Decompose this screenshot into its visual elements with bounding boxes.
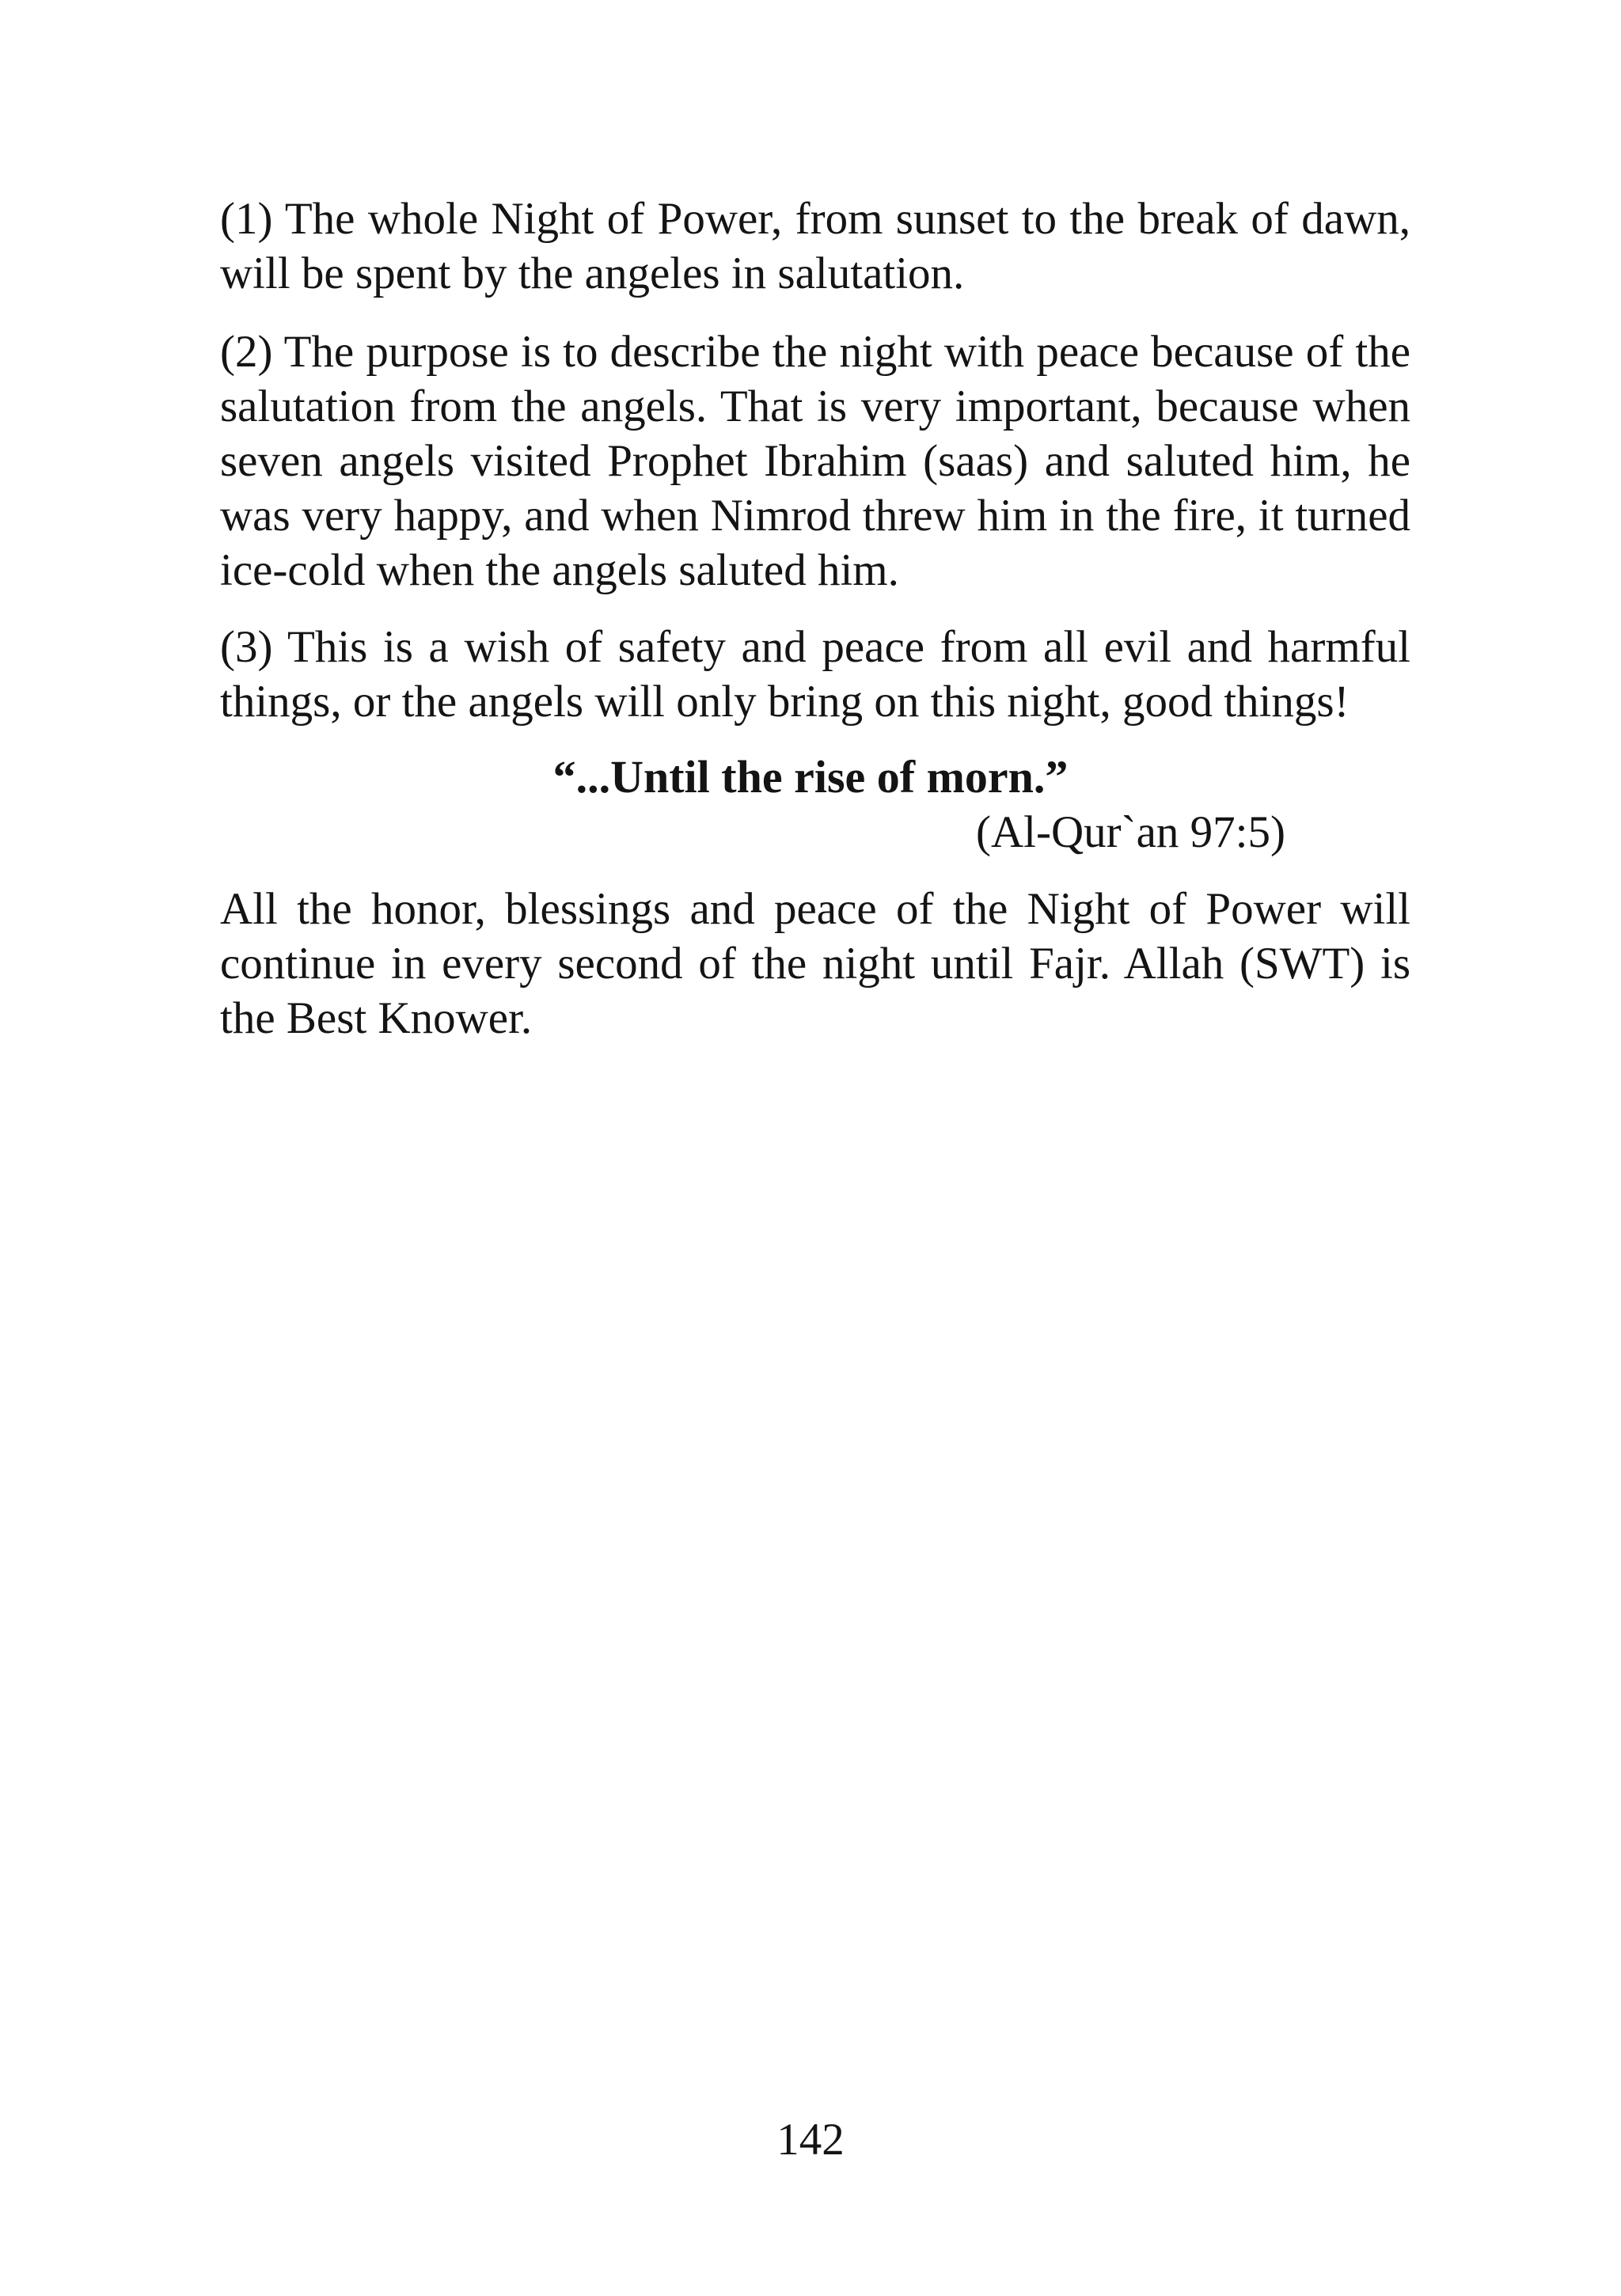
footnote-1: (1) The whole Night of Power, from sunset to the break of dawn, will be spent by the angeles in salutation.	[220, 194, 1410, 298]
footnote-2: (2) The purpose is to describe the night with peace because of the salutation from the angels. That is very important, because when seven angels visited Prophet Ibrahim (saas) and saluted him, he was very happy, and when Nimrod threw him in the fire, it turned ice-cold when the angels saluted him.	[220, 327, 1410, 595]
verse-quote: “...Until the rise of morn.”	[552, 751, 1069, 803]
footnote-3: (3) This is a wish of safety and peace from all evil and harmful things, or the angels will only bring on this night, good things!	[220, 622, 1410, 727]
closing-paragraph: All the honor, blessings and peace of the Night of Power will continue in every second of the night until Fajr. Allah (SWT) is the Best Knower.	[220, 884, 1410, 1043]
page-number: 142	[776, 2115, 845, 2165]
verse-citation: (Al-Qur`an 97:5)	[976, 807, 1285, 857]
